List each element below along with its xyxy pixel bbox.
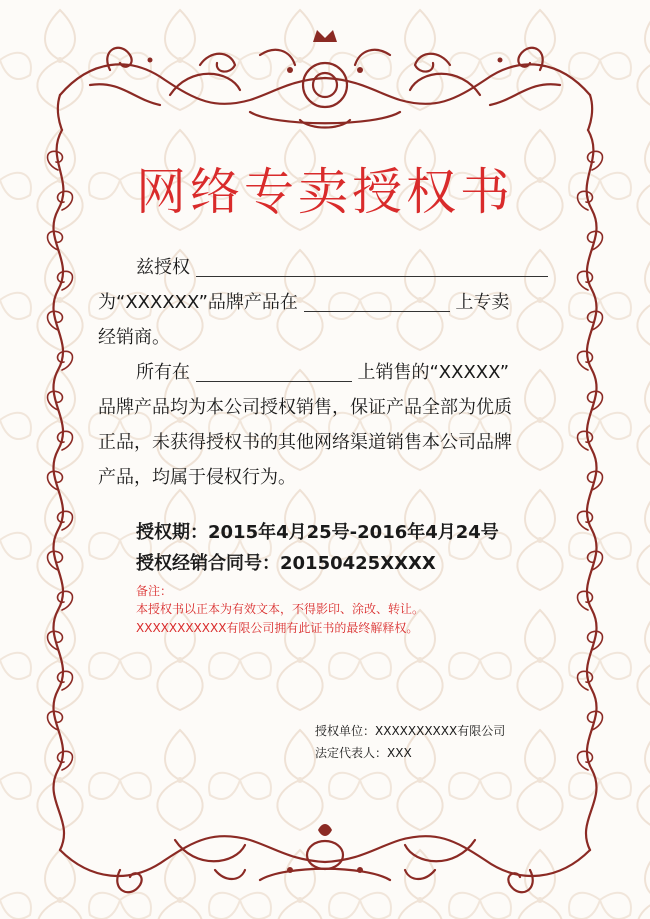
authorized-party-blank[interactable]	[196, 252, 548, 277]
paragraph2-line3: 正品，未获得授权书的其他网络渠道销售本公司品牌	[98, 432, 512, 453]
authorize-label: 兹授权	[136, 257, 190, 278]
contract-number: 授权经销合同号：20150425XXXX	[136, 553, 436, 574]
brand-platform-suffix: 上专卖	[455, 292, 510, 313]
authorizing-unit: 授权单位：XXXXXXXXXX有限公司	[315, 724, 506, 738]
paragraph1-line2	[98, 286, 560, 320]
bottom-ornament	[60, 836, 590, 892]
legal-representative: 法定代表人：XXX	[315, 746, 412, 760]
top-ornament	[58, 48, 592, 130]
sales-channel-blank[interactable]	[196, 357, 352, 382]
paragraph2-line1	[98, 356, 598, 390]
document-title: 网络专卖授权书	[136, 163, 514, 221]
brand-platform-prefix: 为“XXXXXX”品牌产品在	[98, 292, 298, 313]
sales-channel-suffix: 上销售的“XXXXX”	[357, 362, 510, 383]
notes-line1: 本授权书以正本为有效文本，不得影印、涂改、转让。	[136, 602, 425, 616]
paragraph1-line3: 经销商。	[98, 327, 170, 348]
notes-heading: 备注：	[136, 584, 173, 598]
authorization-period: 授权期：2015年4月25号-2016年4月24号	[136, 522, 499, 543]
crown-icon	[313, 30, 337, 42]
paragraph2-line2: 品牌产品均为本公司授权销售，保证产品全部为优质	[98, 397, 512, 418]
paragraph1-line1	[98, 251, 598, 285]
platform-blank[interactable]	[304, 287, 450, 312]
paragraph2-line4: 产品，均属于侵权行为。	[98, 467, 296, 488]
sales-channel-prefix: 所有在	[136, 362, 190, 383]
notes-line2: XXXXXXXXXXX有限公司拥有此证书的最终解释权。	[136, 621, 419, 635]
